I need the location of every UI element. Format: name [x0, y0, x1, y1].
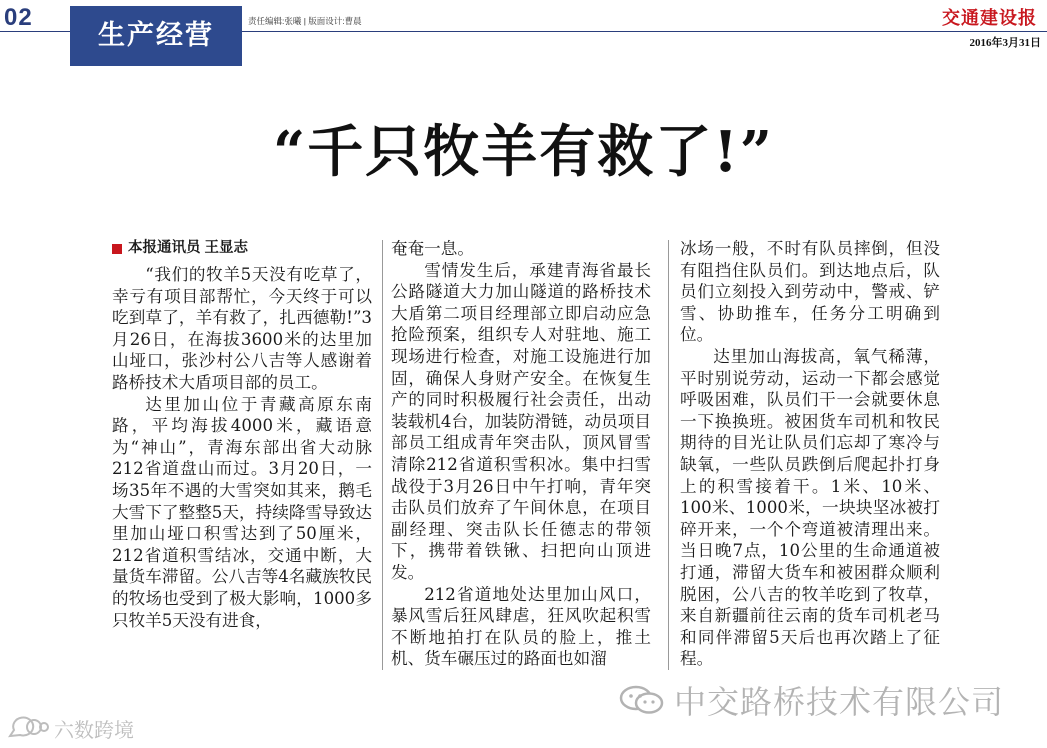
- byline-marker-icon: [112, 244, 122, 254]
- editor-credits: 责任编辑:张曦 | 版面设计:曹晨: [248, 16, 362, 26]
- section-title: 生产经营: [70, 6, 242, 66]
- column-divider: [382, 240, 383, 670]
- issue-date: 2016年3月31日: [969, 37, 1041, 49]
- column-divider: [668, 240, 669, 670]
- wechat-watermark: [618, 677, 1004, 723]
- wechat-account-name: 中交路桥技术有限公司: [674, 683, 1005, 721]
- paragraph: 雪情发生后，承建青海省最长公路隧道大力加山隧道的路桥技术大盾第二项目经理部立即启动应急抢险预案，组织专人对驻地、施工现场进行检查，对施工设施进行加固，确保人身财产安全。在恢复生产的同时积极履行社会责任，出动装载机4台，加装防滑链，动员项目部员工组成青年突击队，顶风冒雪清除212省道积雪积冰。集中扫雪战役于3月26日中午打响，青年突击队员们放弃了午间休息，在项目副经理、突击队长任德志的带领下，携带着铁锹、扫把向山顶进发。: [391, 260, 651, 582]
- article-column-1: [112, 238, 372, 631]
- speech-bubble-icon: [6, 716, 50, 742]
- page-header: [0, 0, 1047, 66]
- article-column-3: [680, 238, 940, 670]
- corner-watermark: [6, 714, 134, 743]
- wechat-icon: [618, 685, 666, 715]
- paragraph: 达里加山位于青藏高原东南路，平均海拔4000米，藏语意为“神山”，青海东部出省大动脉212省道盘山而过。3月20日，一场35年不遇的大雪突如其来，鹅毛大雪下了整整5天，持续降雪导致达里加山垭口积雪达到了50厘米，212省道积雪结冰，交通中断，大量货车滞留。公八吉等4名藏族牧民的牧场也受到了极大影响，1000多只牧羊5天没有进食，: [112, 394, 372, 630]
- article-headline: “千只牧羊有救了!”: [272, 119, 774, 185]
- byline: [112, 238, 372, 260]
- page-number: 02: [4, 4, 33, 31]
- corner-logo-text: 六数跨境: [54, 718, 134, 742]
- paragraph: 212省道地处达里加山风口，暴风雪后狂风肆虐，狂风吹起积雪不断地拍打在队员的脸上，推土机、货车碾压过的路面也如溜: [391, 584, 651, 669]
- paragraph: 达里加山海拔高，氧气稀薄，平时别说劳动，运动一下都会感觉呼吸困难，队员们干一会就要休息一下换换班。被困货车司机和牧民期待的目光让队员们忘却了寒冷与缺氧，一些队员跌倒后爬起扑打身上的积雪接着干。1米、10米、100米、1000米，一块块坚冰被打碎开来，一个个弯道被清理出来。当日晚7点，10公里的生命通道被打通，滞留大货车和被困群众顺利脱困，公八吉的牧羊吃到了牧草，来自新疆前往云南的货车司机老马和同伴滞留5天后也再次踏上了征程。: [680, 346, 940, 669]
- byline-text: 本报通讯员 王显志: [128, 240, 249, 257]
- paragraph: “我们的牧羊5天没有吃草了，幸亏有项目部帮忙，今天终于可以吃到草了，羊有救了，扎西德勒!”3月26日，在海拔3600米的达里加山垭口，张沙村公八吉等人感谢着路桥技术大盾项目部的员工。: [112, 265, 372, 392]
- paragraph-continued: 冰场一般，不时有队员摔倒，但没有阻挡住队员们。到达地点后，队员们立刻投入到劳动中，警戒、铲雪、协助推车，任务分工明确到位。: [680, 239, 940, 345]
- article-column-2: [391, 238, 651, 670]
- newspaper-brand: 交通建设报: [942, 8, 1037, 29]
- paragraph-continued: 奄奄一息。: [391, 239, 474, 258]
